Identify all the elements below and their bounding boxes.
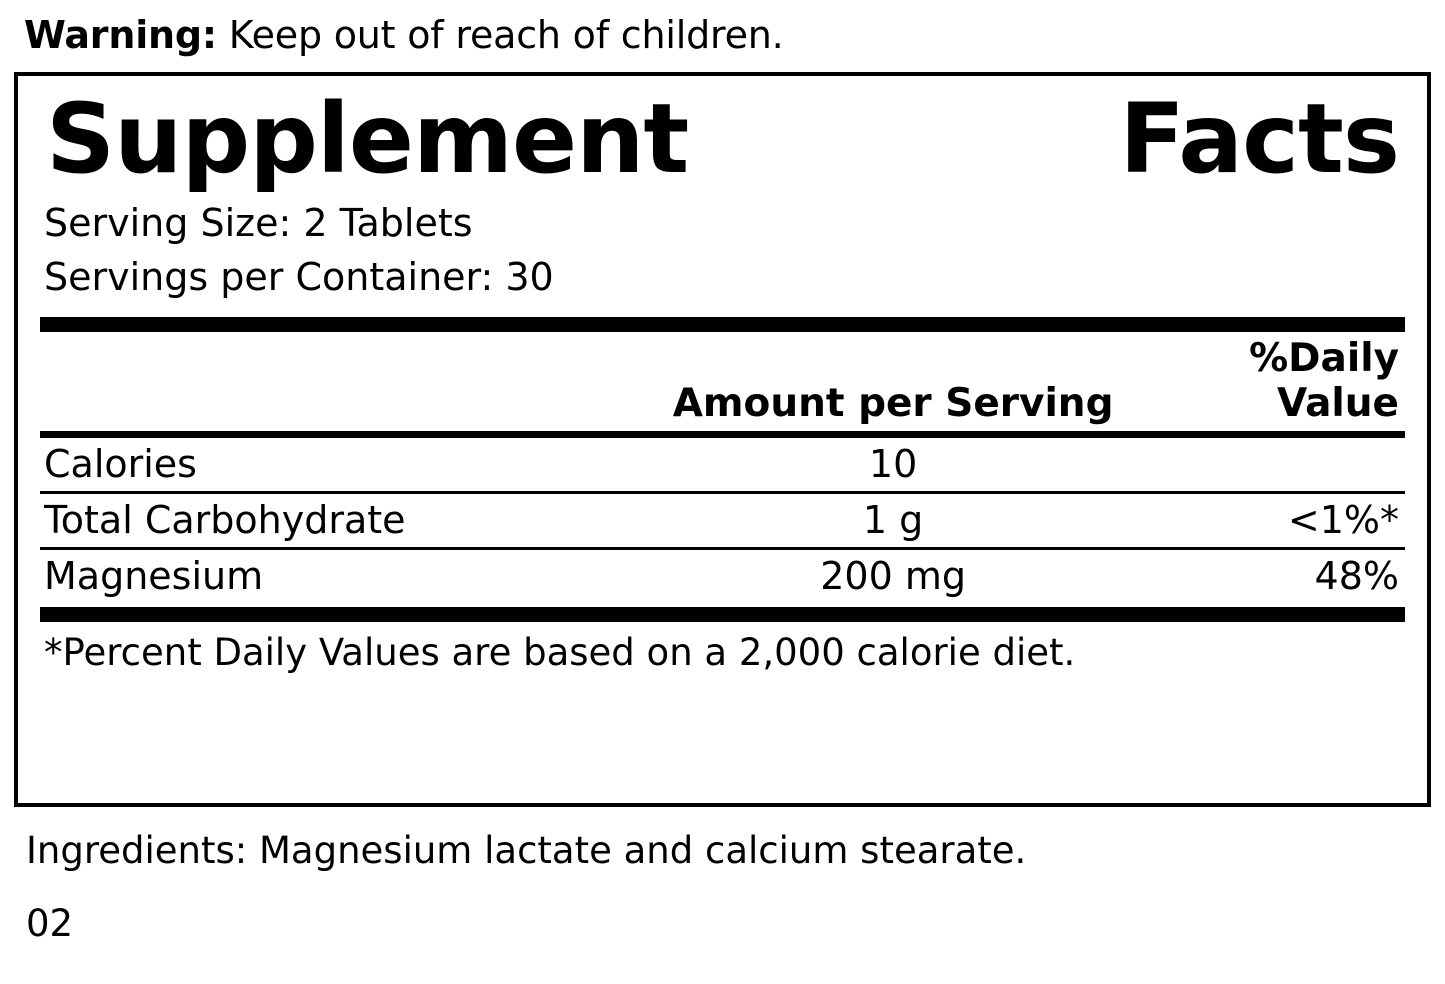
row-amount-magnesium: 200 mg <box>820 554 966 599</box>
divider-under-header <box>40 431 1405 438</box>
label-code: 02 <box>26 901 74 945</box>
row-amount-calories: 10 <box>868 442 918 487</box>
row-amount-total-carbohydrate: 1 g <box>862 498 924 543</box>
table-row <box>40 438 1405 491</box>
title-word-supplement: Supplement <box>46 82 689 195</box>
header-amount-per-serving: Amount per Serving <box>672 381 1114 427</box>
daily-value-footnote: *Percent Daily Values are based on a 2,000 calorie diet. <box>44 631 1076 675</box>
divider-thick-top <box>40 317 1405 332</box>
header-daily-value: %Daily Value <box>1249 336 1399 427</box>
header-nutrient <box>40 332 668 431</box>
table-row <box>40 494 1405 547</box>
supplement-facts-panel <box>14 72 1431 807</box>
row-name-magnesium: Magnesium <box>44 554 264 599</box>
table-header-row <box>40 332 1405 431</box>
warning-text: Keep out of reach of children. <box>216 13 784 57</box>
row-dv-calories <box>1118 438 1405 491</box>
nutrition-table <box>40 332 1405 431</box>
nutrition-rows <box>40 550 1405 603</box>
row-dv-total-carbohydrate: <1%* <box>1287 498 1399 543</box>
supplement-facts-title <box>40 82 1405 194</box>
row-dv-magnesium: 48% <box>1314 554 1399 599</box>
row-name-total-carbohydrate: Total Carbohydrate <box>44 498 406 543</box>
warning-label: Warning: <box>24 13 217 57</box>
divider-thick-bottom <box>40 607 1405 622</box>
ingredients-line: Ingredients: Magnesium lactate and calcium stearate. <box>26 828 1027 872</box>
title-word-facts: Facts <box>1119 82 1399 195</box>
servings-per-container-line: Servings per Container: 30 <box>44 254 554 299</box>
nutrition-rows <box>40 494 1405 547</box>
warning-line <box>14 0 1431 56</box>
serving-size-line: Serving Size: 2 Tablets <box>44 201 473 246</box>
table-row <box>40 550 1405 603</box>
nutrition-rows <box>40 438 1405 491</box>
row-name-calories: Calories <box>44 442 197 487</box>
